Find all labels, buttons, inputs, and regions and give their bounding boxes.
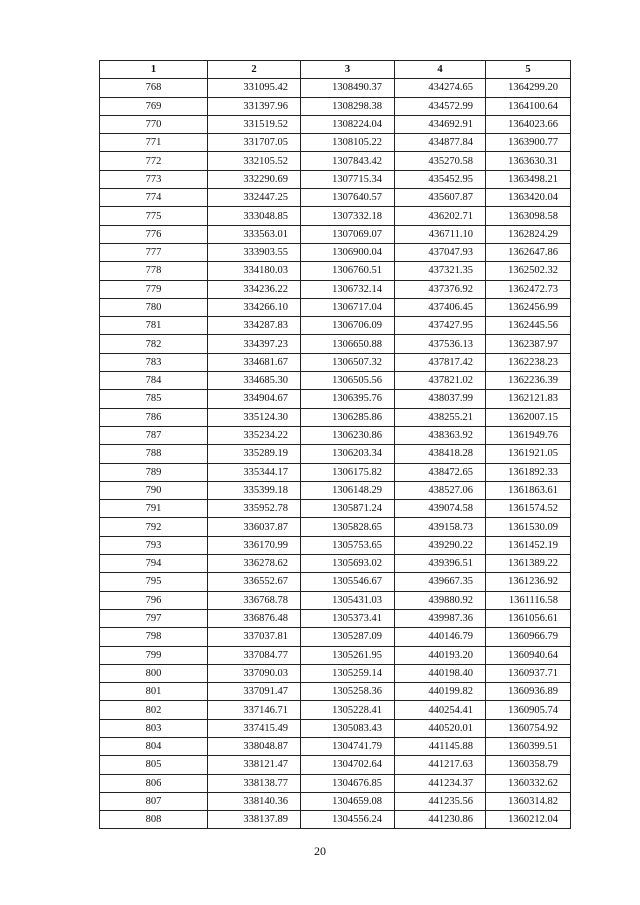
coordinate-cell: 1361116.58 [486,591,571,609]
coordinate-cell: 334287.83 [208,317,301,335]
column-header: 4 [395,61,486,79]
coordinate-cell: 336170.99 [208,536,301,554]
table-row [100,225,571,243]
table-row [100,298,571,316]
table-row [100,207,571,225]
point-number-cell: 771 [100,134,208,152]
coordinate-cell: 1305287.09 [301,628,395,646]
coordinate-cell: 1307715.34 [301,170,395,188]
coordinate-cell: 337090.03 [208,664,301,682]
coordinate-cell: 1307069.07 [301,225,395,243]
coordinate-cell: 1360936.89 [486,683,571,701]
table-row [100,243,571,261]
coordinate-cell: 441217.63 [395,756,486,774]
coordinate-cell: 434692.91 [395,115,486,133]
coordinate-cell: 1361056.61 [486,609,571,627]
coordinate-cell: 441230.86 [395,811,486,829]
coordinate-cell: 338140.36 [208,792,301,810]
coordinate-cell: 435607.87 [395,189,486,207]
point-number-cell: 798 [100,628,208,646]
table-row [100,79,571,97]
column-header: 3 [301,61,395,79]
point-number-cell: 775 [100,207,208,225]
coordinate-cell: 337415.49 [208,719,301,737]
coordinate-cell: 1306732.14 [301,280,395,298]
table-row [100,426,571,444]
coordinate-cell: 1306230.86 [301,426,395,444]
coordinate-cell: 1362238.23 [486,353,571,371]
coordinate-cell: 1364023.66 [486,115,571,133]
table-row [100,719,571,737]
coordinate-cell: 1360399.51 [486,737,571,755]
coordinate-cell: 335344.17 [208,463,301,481]
coordinate-cell: 1362456.99 [486,298,571,316]
coordinate-cell: 437821.02 [395,372,486,390]
coordinate-cell: 331519.52 [208,115,301,133]
table-row [100,811,571,829]
table-row [100,573,571,591]
point-number-cell: 774 [100,189,208,207]
coordinate-cell: 436202.71 [395,207,486,225]
table-row [100,664,571,682]
coordinate-cell: 440520.01 [395,719,486,737]
table-row [100,683,571,701]
table-row [100,500,571,518]
coordinate-cell: 338121.47 [208,756,301,774]
coordinate-cell: 335234.22 [208,426,301,444]
coordinate-cell: 440199.82 [395,683,486,701]
coordinate-cell: 1304556.24 [301,811,395,829]
table-row [100,134,571,152]
coordinate-cell: 1305431.03 [301,591,395,609]
coordinate-cell: 1305753.65 [301,536,395,554]
point-number-cell: 790 [100,481,208,499]
point-number-cell: 807 [100,792,208,810]
table-row [100,737,571,755]
table-row [100,591,571,609]
point-number-cell: 769 [100,97,208,115]
point-number-cell: 802 [100,701,208,719]
coordinate-cell: 1361389.22 [486,555,571,573]
point-number-cell: 796 [100,591,208,609]
coordinate-cell: 1306650.88 [301,335,395,353]
coordinate-cell: 440254.41 [395,701,486,719]
coordinate-cell: 336552.67 [208,573,301,591]
coordinate-cell: 1362445.56 [486,317,571,335]
coordinate-cell: 1363900.77 [486,134,571,152]
table-header-row [100,61,571,79]
coordinate-cell: 1304741.79 [301,737,395,755]
coordinate-cell: 1306900.04 [301,243,395,261]
point-number-cell: 789 [100,463,208,481]
coordinate-cell: 336876.48 [208,609,301,627]
point-number-cell: 779 [100,280,208,298]
coordinate-cell: 1363420.04 [486,189,571,207]
coordinate-cell: 337146.71 [208,701,301,719]
coordinate-cell: 1361236.92 [486,573,571,591]
coordinate-cell: 1305261.95 [301,646,395,664]
coordinate-cell: 1363630.31 [486,152,571,170]
coordinate-cell: 1306285.86 [301,408,395,426]
table-row [100,609,571,627]
point-number-cell: 786 [100,408,208,426]
coordinate-cell: 439158.73 [395,518,486,536]
point-number-cell: 799 [100,646,208,664]
coordinate-cell: 1305083.43 [301,719,395,737]
coordinate-cell: 434572.99 [395,97,486,115]
coordinate-cell: 438527.06 [395,481,486,499]
coordinate-cell: 338138.77 [208,774,301,792]
coordinate-cell: 333563.01 [208,225,301,243]
coordinate-cell: 1304659.08 [301,792,395,810]
coordinate-cell: 1307843.42 [301,152,395,170]
coordinate-cell: 1305871.24 [301,500,395,518]
point-number-cell: 787 [100,426,208,444]
coordinate-cell: 439667.35 [395,573,486,591]
point-number-cell: 800 [100,664,208,682]
coordinate-cell: 438037.99 [395,390,486,408]
coordinate-cell: 334397.23 [208,335,301,353]
point-number-cell: 776 [100,225,208,243]
coordinate-cell: 331095.42 [208,79,301,97]
coordinate-cell: 332105.52 [208,152,301,170]
coordinate-cell: 1362472.73 [486,280,571,298]
coordinate-cell: 438418.28 [395,445,486,463]
page-number: 20 [314,844,326,858]
point-number-cell: 788 [100,445,208,463]
coordinate-cell: 441234.37 [395,774,486,792]
coordinate-cell: 1305693.02 [301,555,395,573]
coordinate-cell: 1360937.71 [486,664,571,682]
coordinate-cell: 334681.67 [208,353,301,371]
coordinate-cell: 1306760.51 [301,262,395,280]
coordinate-cell: 1304702.64 [301,756,395,774]
point-number-cell: 784 [100,372,208,390]
coordinate-cell: 1360212.04 [486,811,571,829]
point-number-cell: 794 [100,555,208,573]
coordinate-cell: 337084.77 [208,646,301,664]
table-body [100,79,571,829]
coordinate-cell: 1360358.79 [486,756,571,774]
coordinate-cell: 1360966.79 [486,628,571,646]
point-number-cell: 808 [100,811,208,829]
coordinate-cell: 438363.92 [395,426,486,444]
coordinate-cell: 437047.93 [395,243,486,261]
point-number-cell: 778 [100,262,208,280]
coordinate-cell: 338137.89 [208,811,301,829]
coordinate-cell: 1305259.14 [301,664,395,682]
coordinate-cell: 437376.92 [395,280,486,298]
coordinate-cell: 434274.65 [395,79,486,97]
coordinate-cell: 334685.30 [208,372,301,390]
coordinate-cell: 435452.95 [395,170,486,188]
table-row [100,170,571,188]
coordinate-cell: 440146.79 [395,628,486,646]
table-row [100,555,571,573]
coordinate-cell: 333903.55 [208,243,301,261]
coordinate-cell: 1306505.56 [301,372,395,390]
coordinate-cell: 440198.40 [395,664,486,682]
coordinate-cell: 1308298.38 [301,97,395,115]
coordinate-cell: 439987.36 [395,609,486,627]
coordinate-cell: 441235.56 [395,792,486,810]
table-row [100,317,571,335]
table-row [100,646,571,664]
coordinate-cell: 1364100.64 [486,97,571,115]
coordinate-cell: 1308490.37 [301,79,395,97]
coordinate-cell: 1362387.97 [486,335,571,353]
table-row [100,408,571,426]
coordinate-cell: 336037.87 [208,518,301,536]
coordinate-cell: 1360332.62 [486,774,571,792]
coordinate-cell: 334904.67 [208,390,301,408]
coordinate-cell: 1306148.29 [301,481,395,499]
coordinate-cell: 437321.35 [395,262,486,280]
coordinate-cell: 1363098.58 [486,207,571,225]
coordinate-cell: 334180.03 [208,262,301,280]
coordinate-cell: 1360940.64 [486,646,571,664]
coordinate-cell: 335124.30 [208,408,301,426]
coordinate-cell: 1361949.76 [486,426,571,444]
coordinate-cell: 437406.45 [395,298,486,316]
coordinate-cell: 1306507.32 [301,353,395,371]
coordinate-cell: 1306395.76 [301,390,395,408]
coordinate-cell: 1361452.19 [486,536,571,554]
point-number-cell: 777 [100,243,208,261]
coordinate-cell: 338048.87 [208,737,301,755]
coordinate-cell: 1306175.82 [301,463,395,481]
column-header: 5 [486,61,571,79]
coordinate-cell: 1306706.09 [301,317,395,335]
coordinate-cell: 331397.96 [208,97,301,115]
coordinate-cell: 1362502.32 [486,262,571,280]
coordinate-cell: 1360754.92 [486,719,571,737]
coordinate-cell: 335289.19 [208,445,301,463]
coordinate-cell: 332290.69 [208,170,301,188]
table-row [100,701,571,719]
table-row [100,463,571,481]
point-number-cell: 791 [100,500,208,518]
coordinate-cell: 1362121.83 [486,390,571,408]
table-row [100,518,571,536]
coordinate-cell: 1360905.74 [486,701,571,719]
coordinate-cell: 1360314.82 [486,792,571,810]
coordinate-cell: 436711.10 [395,225,486,243]
coordinate-cell: 1361921.05 [486,445,571,463]
coordinate-cell: 334266.10 [208,298,301,316]
table-row [100,115,571,133]
coordinate-cell: 336278.62 [208,555,301,573]
coordinate-cell: 1308105.22 [301,134,395,152]
column-header: 1 [100,61,208,79]
point-number-cell: 770 [100,115,208,133]
coordinate-cell: 1361530.09 [486,518,571,536]
table-row [100,280,571,298]
coordinate-cell: 1362824.29 [486,225,571,243]
coordinate-cell: 439290.22 [395,536,486,554]
coordinate-cell: 335952.78 [208,500,301,518]
coordinate-cell: 441145.88 [395,737,486,755]
point-number-cell: 803 [100,719,208,737]
coordinate-cell: 1306717.04 [301,298,395,316]
coordinate-cell: 439880.92 [395,591,486,609]
coordinate-cell: 438255.21 [395,408,486,426]
coordinate-cell: 1308224.04 [301,115,395,133]
coordinate-cell: 331707.05 [208,134,301,152]
coordinate-cell: 437536.13 [395,335,486,353]
table-row [100,445,571,463]
coordinate-cell: 439074.58 [395,500,486,518]
table-row [100,189,571,207]
coordinate-cell: 438472.65 [395,463,486,481]
coordinate-cell: 435270.58 [395,152,486,170]
coordinate-cell: 1305228.41 [301,701,395,719]
coordinate-cell: 434877.84 [395,134,486,152]
table-row [100,792,571,810]
table-row [100,262,571,280]
coordinate-cell: 440193.20 [395,646,486,664]
table-row [100,390,571,408]
coordinate-cell: 1305373.41 [301,609,395,627]
coordinate-cell: 1306203.34 [301,445,395,463]
point-number-cell: 780 [100,298,208,316]
point-number-cell: 797 [100,609,208,627]
coordinate-cell: 1362647.86 [486,243,571,261]
point-number-cell: 793 [100,536,208,554]
point-number-cell: 806 [100,774,208,792]
point-number-cell: 805 [100,756,208,774]
coordinate-cell: 1361892.33 [486,463,571,481]
table-row [100,152,571,170]
column-header: 2 [208,61,301,79]
table-row [100,756,571,774]
point-number-cell: 783 [100,353,208,371]
coordinate-cell: 337037.81 [208,628,301,646]
coordinate-cell: 1304676.85 [301,774,395,792]
table-row [100,97,571,115]
coordinate-cell: 1364299.20 [486,79,571,97]
point-number-cell: 768 [100,79,208,97]
table-row [100,335,571,353]
coordinate-cell: 437817.42 [395,353,486,371]
point-number-cell: 773 [100,170,208,188]
coordinate-cell: 336768.78 [208,591,301,609]
coordinate-cell: 332447.25 [208,189,301,207]
coordinate-cell: 334236.22 [208,280,301,298]
point-number-cell: 801 [100,683,208,701]
point-number-cell: 782 [100,335,208,353]
point-number-cell: 785 [100,390,208,408]
coordinate-cell: 1305546.67 [301,573,395,591]
coordinate-cell: 1307640.57 [301,189,395,207]
table-row [100,536,571,554]
coordinate-cell: 1361574.52 [486,500,571,518]
coordinate-cell: 1361863.61 [486,481,571,499]
point-number-cell: 772 [100,152,208,170]
table-row [100,481,571,499]
table-row [100,628,571,646]
point-number-cell: 781 [100,317,208,335]
coordinate-cell: 437427.95 [395,317,486,335]
coordinate-cell: 1305258.36 [301,683,395,701]
coordinate-cell: 1362236.39 [486,372,571,390]
coordinate-cell: 1363498.21 [486,170,571,188]
coordinate-cell: 439396.51 [395,555,486,573]
point-number-cell: 792 [100,518,208,536]
coordinates-table [99,60,571,829]
point-number-cell: 804 [100,737,208,755]
coordinate-cell: 1305828.65 [301,518,395,536]
table-row [100,774,571,792]
point-number-cell: 795 [100,573,208,591]
table-row [100,372,571,390]
table-row [100,353,571,371]
coordinate-cell: 333048.85 [208,207,301,225]
coordinate-cell: 335399.18 [208,481,301,499]
coordinate-cell: 1307332.18 [301,207,395,225]
coordinate-cell: 337091.47 [208,683,301,701]
coordinate-cell: 1362007.15 [486,408,571,426]
